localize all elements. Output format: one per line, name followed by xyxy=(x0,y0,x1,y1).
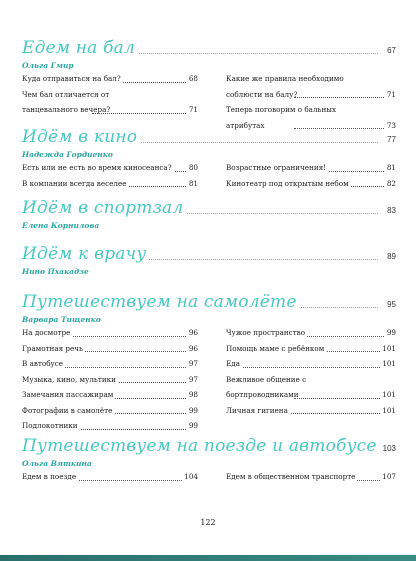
toc-entry: Подлокотники 99 xyxy=(22,418,198,434)
toc-entry: Едем в поезде 104 xyxy=(22,469,198,485)
toc-entry: Возрастные ограничения! 81 xyxy=(226,160,396,176)
section-page-number: 89 xyxy=(387,252,396,261)
toc-entry: Теперь поговорим о бальных атрибутах 73 xyxy=(226,102,396,133)
toc-section xyxy=(22,196,396,231)
toc-entry: Фотографии в самолёте 99 xyxy=(22,403,198,419)
toc-entry: Есть или не есть во время киносеанса? 80 xyxy=(22,160,198,176)
toc-entry: Чем бал отличается от танцевального вечера? 71 xyxy=(22,87,198,118)
section-heading xyxy=(22,242,396,264)
section-title: Идём в спортзал xyxy=(22,198,186,218)
entries-right xyxy=(226,469,396,485)
section-author: Ольга Гмир xyxy=(22,61,74,70)
section-title: Путешествуем на поезде и автобусе xyxy=(22,436,380,456)
toc-entry: На досмотре 96 xyxy=(22,325,198,341)
entries-right xyxy=(226,71,396,133)
section-page-number: 95 xyxy=(387,300,396,309)
section-page-number: 103 xyxy=(382,444,396,453)
entries-right xyxy=(226,325,396,418)
section-title: Идём к врачу xyxy=(22,244,149,264)
section-author: Нино Пхакадзе xyxy=(22,267,89,276)
toc-entry: Какие же правила необходимо соблюсти на балу? 71 xyxy=(226,71,396,102)
section-heading xyxy=(22,290,396,312)
toc-entry: Музыка, кино, мультики 97 xyxy=(22,372,198,388)
toc-entry: Кинотеатр под открытым небом 82 xyxy=(226,176,396,192)
entries-left xyxy=(22,160,198,191)
toc-entry: В автобусе 97 xyxy=(22,356,198,372)
section-heading xyxy=(22,196,396,218)
toc-section xyxy=(22,434,396,481)
toc-entry: Замечания пассажирам 98 xyxy=(22,387,198,403)
section-heading xyxy=(22,434,396,456)
toc-section xyxy=(22,242,396,277)
entries-left xyxy=(22,325,198,434)
section-page-number: 77 xyxy=(387,135,396,144)
toc-entry: В компании всегда веселее 81 xyxy=(22,176,198,192)
section-title: Идём в кино xyxy=(22,127,140,147)
toc-entry: Едем в общественном транспорте 107 xyxy=(226,469,396,485)
section-author: Елена Корнилова xyxy=(22,221,100,230)
toc-section xyxy=(22,36,396,130)
toc-entry: Еда 101 xyxy=(226,356,396,372)
toc-entry: Куда отправиться на бал? 68 xyxy=(22,71,198,87)
toc-section xyxy=(22,290,396,430)
section-page-number: 67 xyxy=(387,46,396,55)
section-author: Варвара Тищенко xyxy=(22,315,101,324)
toc-entry: Чужое пространство 99 xyxy=(226,325,396,341)
entries-left xyxy=(22,71,198,118)
page-number: 122 xyxy=(200,518,216,527)
toc-entry: Помощь маме с ребёнком 101 xyxy=(226,341,396,357)
toc-entry: Личная гигиена 101 xyxy=(226,403,396,419)
section-author: Ольга Вяткина xyxy=(22,459,92,468)
section-title: Путешествуем на самолёте xyxy=(22,292,300,312)
section-page-number: 83 xyxy=(387,206,396,215)
entries-left xyxy=(22,469,198,485)
section-title: Едем на бал xyxy=(22,38,138,58)
entries-right xyxy=(226,160,396,191)
bottom-color-bar xyxy=(0,555,416,561)
section-author: Надежда Гордиенко xyxy=(22,150,113,159)
toc-entry: Вежливое общение с бортпроводниками 101 xyxy=(226,372,396,403)
toc-entry: Грамотная речь 96 xyxy=(22,341,198,357)
section-heading xyxy=(22,36,396,58)
